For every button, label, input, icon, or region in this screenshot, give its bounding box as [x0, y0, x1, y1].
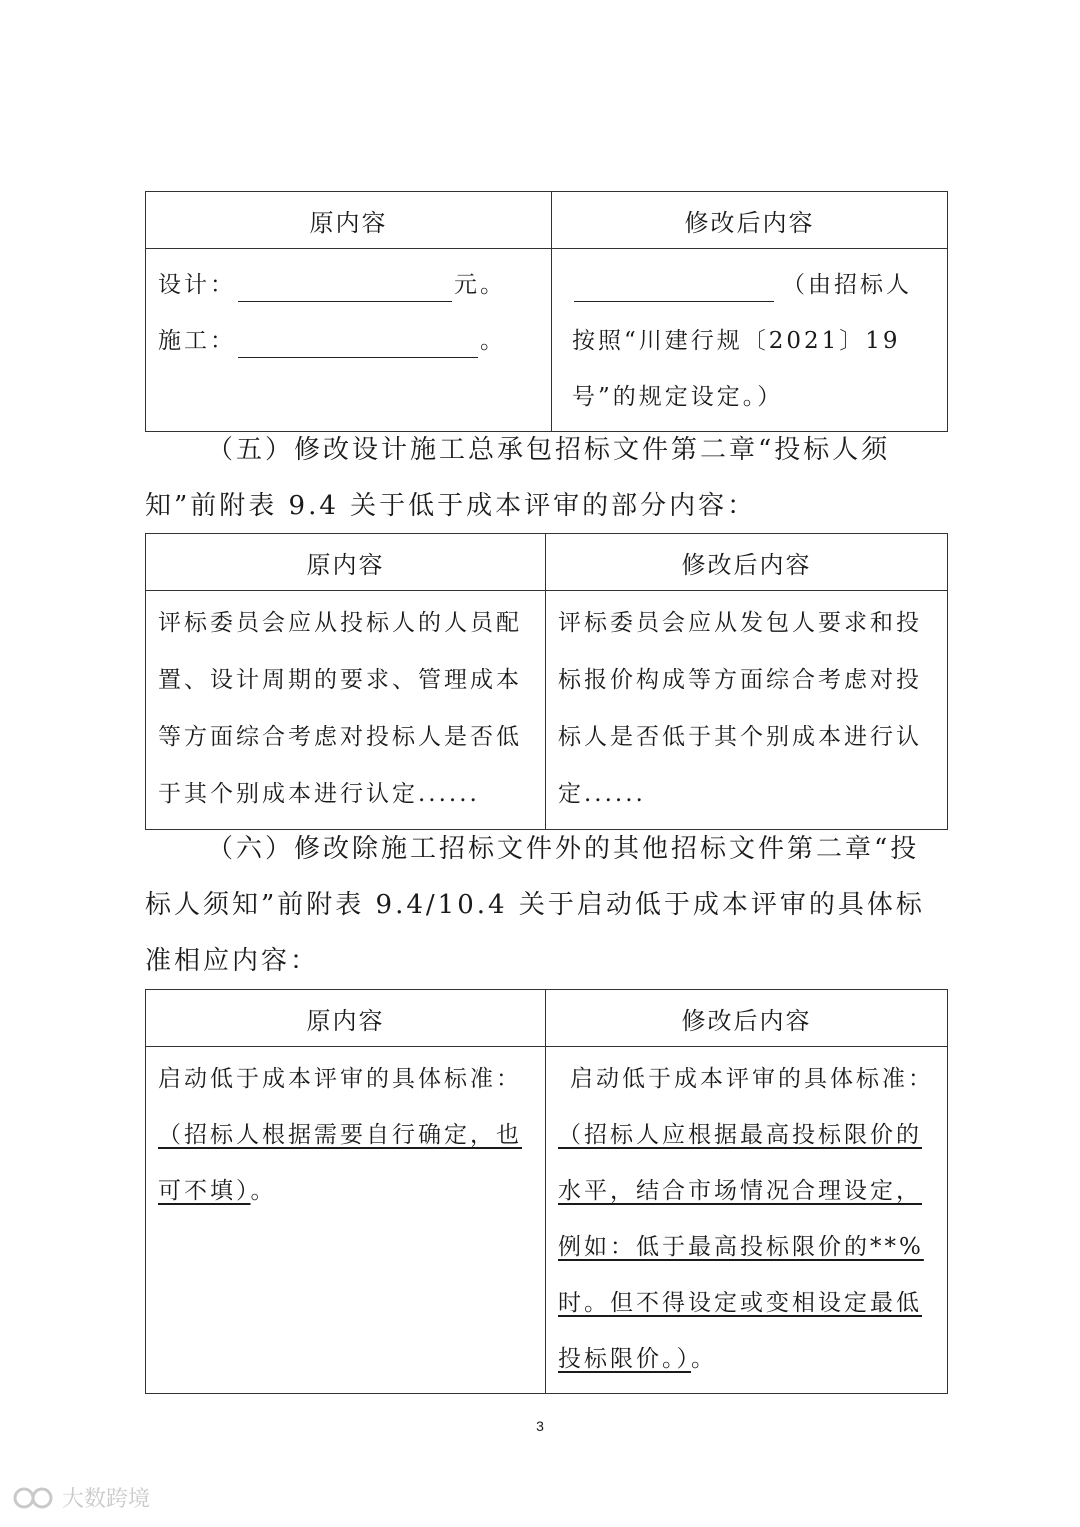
table3-original-cell	[146, 1047, 546, 1394]
table1-original-cell	[146, 249, 552, 432]
table2-header-modified: 修改后内容	[546, 534, 948, 591]
page-number: 3	[536, 1418, 544, 1434]
watermark	[12, 1482, 150, 1513]
table2-modified-text: 评标委员会应从发包人要求和投标报价构成等方面综合考虑对投标人是否低于其个别成本进行认定......	[558, 610, 922, 807]
table3-modified-underlined: （招标人应根据最高投标限价的水平，结合市场情况合理设定，例如：低于最高投标限价的**%时。但不得设定或变相设定最低投标限价。）	[558, 1122, 924, 1372]
table1-header-original: 原内容	[146, 192, 552, 249]
modified-blank	[574, 271, 774, 302]
design-label: 设计：	[158, 272, 236, 298]
table2-header-original: 原内容	[146, 534, 546, 591]
section-6-paragraph: （六）修改除施工招标文件外的其他招标文件第二章“投标人须知”前附表 9.4/10.4 关于启动低于成本评审的具体标准相应内容：	[145, 834, 925, 976]
table1-modified-text: （由招标人按照“川建行规〔2021〕19号”的规定设定。）	[572, 272, 912, 410]
watermark-text: 大数跨境	[62, 1486, 151, 1511]
table3-original-line1: 启动低于成本评审的具体标准：	[158, 1066, 522, 1092]
table1-modified-cell	[552, 249, 948, 432]
design-blank	[238, 271, 452, 302]
table2-modified-cell	[546, 591, 948, 830]
table3-modified-cell	[546, 1047, 948, 1394]
comparison-table-2	[145, 533, 948, 830]
watermark-logo-icon	[12, 1484, 56, 1512]
table3-header-modified: 修改后内容	[546, 990, 948, 1047]
table2-original-text: 评标委员会应从投标人的人员配置、设计周期的要求、管理成本等方面综合考虑对投标人是否低于其个别成本进行认定......	[158, 610, 522, 807]
comparison-table-3	[145, 989, 948, 1394]
table3-modified-end: 。	[691, 1346, 717, 1372]
construction-suffix: 。	[480, 328, 506, 354]
table3-header-original: 原内容	[146, 990, 546, 1047]
table3-original-underlined: （招标人根据需要自行确定，也可不填）	[158, 1122, 522, 1204]
construction-blank	[238, 327, 478, 358]
construction-label: 施工：	[158, 328, 236, 354]
table3-modified-line1: 启动低于成本评审的具体标准：	[570, 1066, 934, 1092]
comparison-table-1	[145, 191, 948, 432]
table3-original-end: 。	[250, 1178, 277, 1204]
design-suffix: 元。	[454, 272, 506, 298]
table1-header-modified: 修改后内容	[552, 192, 948, 249]
section-5-paragraph: （五）修改设计施工总承包招标文件第二章“投标人须知”前附表 9.4 关于低于成本评审的部分内容：	[145, 435, 891, 521]
table2-original-cell	[146, 591, 546, 830]
